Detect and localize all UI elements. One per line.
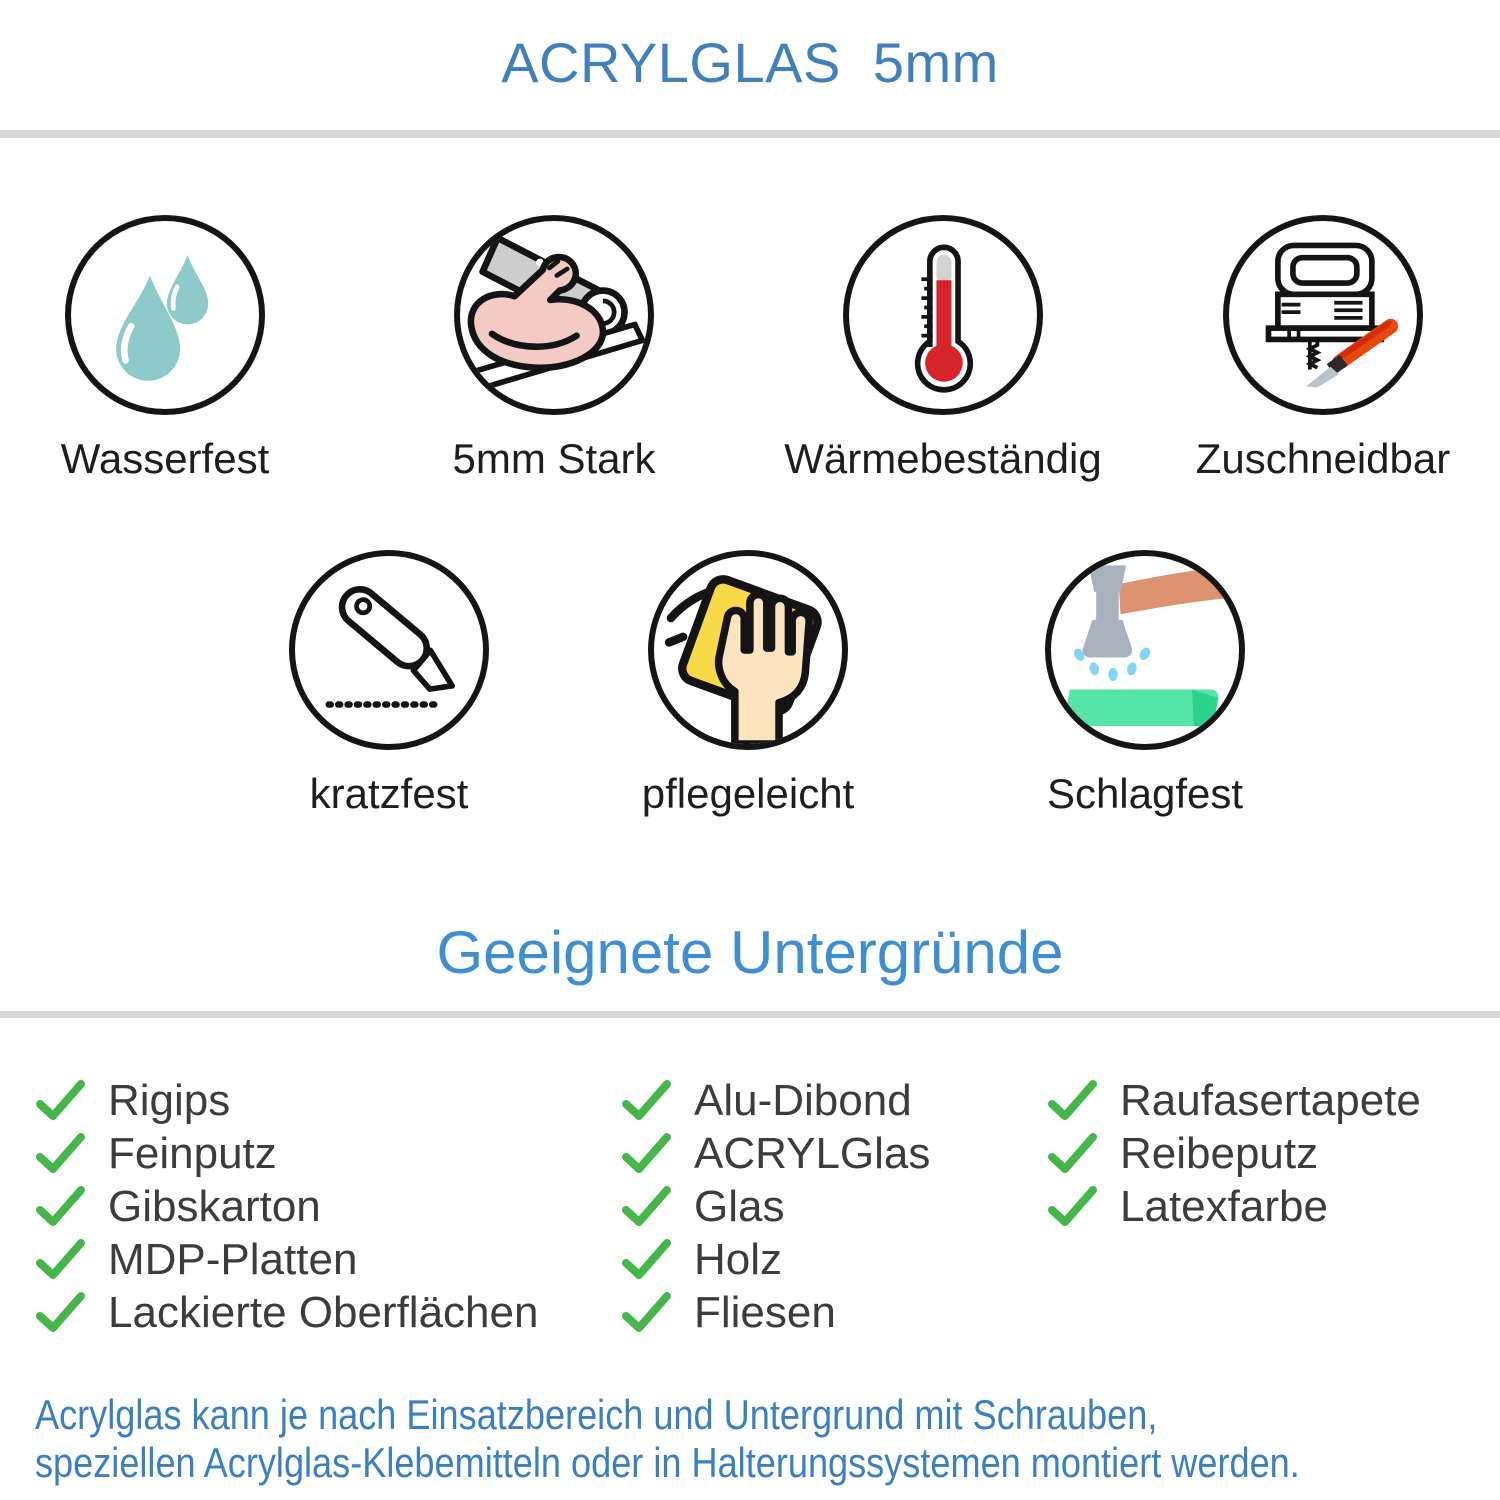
surface-label: Rigips — [108, 1075, 231, 1125]
feature-zuschneidbar — [1133, 215, 1500, 481]
check-icon — [622, 1133, 672, 1175]
check-icon — [36, 1080, 86, 1122]
surface-item — [622, 1286, 930, 1339]
feature-label: kratzfest — [309, 770, 469, 817]
surface-item — [1048, 1127, 1421, 1180]
surface-label: MDP-Platten — [108, 1234, 358, 1284]
surface-label: Lackierte Oberflächen — [108, 1287, 539, 1337]
surface-label: Gibskarton — [108, 1181, 321, 1231]
surfaces-column-2 — [622, 1074, 930, 1339]
footer-note — [35, 1391, 1300, 1487]
divider-bar-middle — [0, 1011, 1500, 1018]
feature-wasserfest — [0, 215, 355, 481]
surface-item — [36, 1286, 538, 1339]
feature-label: Wärmebeständig — [784, 435, 1102, 482]
feature-waermebestaendig — [753, 215, 1133, 481]
surfaces-column-1 — [36, 1074, 538, 1339]
surface-label: Fliesen — [694, 1287, 836, 1337]
feature-kratzfest — [199, 550, 579, 816]
check-icon — [622, 1239, 672, 1281]
surface-item — [36, 1180, 538, 1233]
surface-item — [622, 1180, 930, 1233]
check-icon — [1048, 1080, 1098, 1122]
surface-item — [622, 1127, 930, 1180]
surface-label: Reibeputz — [1120, 1128, 1319, 1178]
surface-label: Latexfarbe — [1120, 1181, 1328, 1231]
check-icon — [1048, 1186, 1098, 1228]
surface-label: Holz — [694, 1234, 783, 1284]
check-icon — [36, 1133, 86, 1175]
water-drops-icon — [65, 215, 265, 415]
check-icon — [36, 1292, 86, 1334]
surface-item — [1048, 1180, 1421, 1233]
footer-line-1: Acrylglas kann je nach Einsatzbereich und Untergrund mit Schrauben, — [35, 1391, 1158, 1438]
surface-item — [1048, 1074, 1421, 1127]
feature-label: Zuschneidbar — [1195, 435, 1451, 482]
surface-label: Feinputz — [108, 1128, 277, 1178]
surface-label: Alu-Dibond — [694, 1075, 912, 1125]
feature-schlagfest — [955, 550, 1335, 816]
feature-label: pflegeleicht — [641, 770, 855, 817]
surface-label: Glas — [694, 1181, 785, 1231]
check-icon — [622, 1080, 672, 1122]
check-icon — [622, 1292, 672, 1334]
surface-item — [36, 1233, 538, 1286]
utility-knife-icon — [289, 550, 489, 750]
feature-pflegeleicht — [558, 550, 938, 816]
feature-label: 5mm Stark — [452, 435, 656, 482]
section-title: Geeignete Untergründe — [436, 919, 1064, 986]
feature-5mm-stark — [364, 215, 744, 481]
check-icon — [36, 1239, 86, 1281]
surfaces-column-3 — [1048, 1074, 1421, 1233]
divider-bar-top — [0, 130, 1500, 138]
surface-item — [622, 1074, 930, 1127]
muscle-arm-icon — [454, 215, 654, 415]
surface-item — [36, 1127, 538, 1180]
surface-label: ACRYLGlas — [694, 1128, 931, 1178]
hammer-impact-icon — [1045, 550, 1245, 750]
check-icon — [1048, 1133, 1098, 1175]
check-icon — [36, 1186, 86, 1228]
jigsaw-cutter-icon — [1223, 215, 1423, 415]
page-title: ACRYLGLAS 5mm — [501, 31, 999, 94]
footer-line-2: speziellen Acrylglas-Klebemitteln oder in Halterungssystemen montiert werden. — [35, 1439, 1300, 1486]
surface-item — [36, 1074, 538, 1127]
feature-label: Schlagfest — [1046, 770, 1244, 817]
check-icon — [622, 1186, 672, 1228]
thermometer-icon — [843, 215, 1043, 415]
surface-item — [622, 1233, 930, 1286]
feature-label: Wasserfest — [60, 435, 270, 482]
cleaning-hand-icon — [648, 550, 848, 750]
surface-label: Raufasertapete — [1120, 1075, 1421, 1125]
